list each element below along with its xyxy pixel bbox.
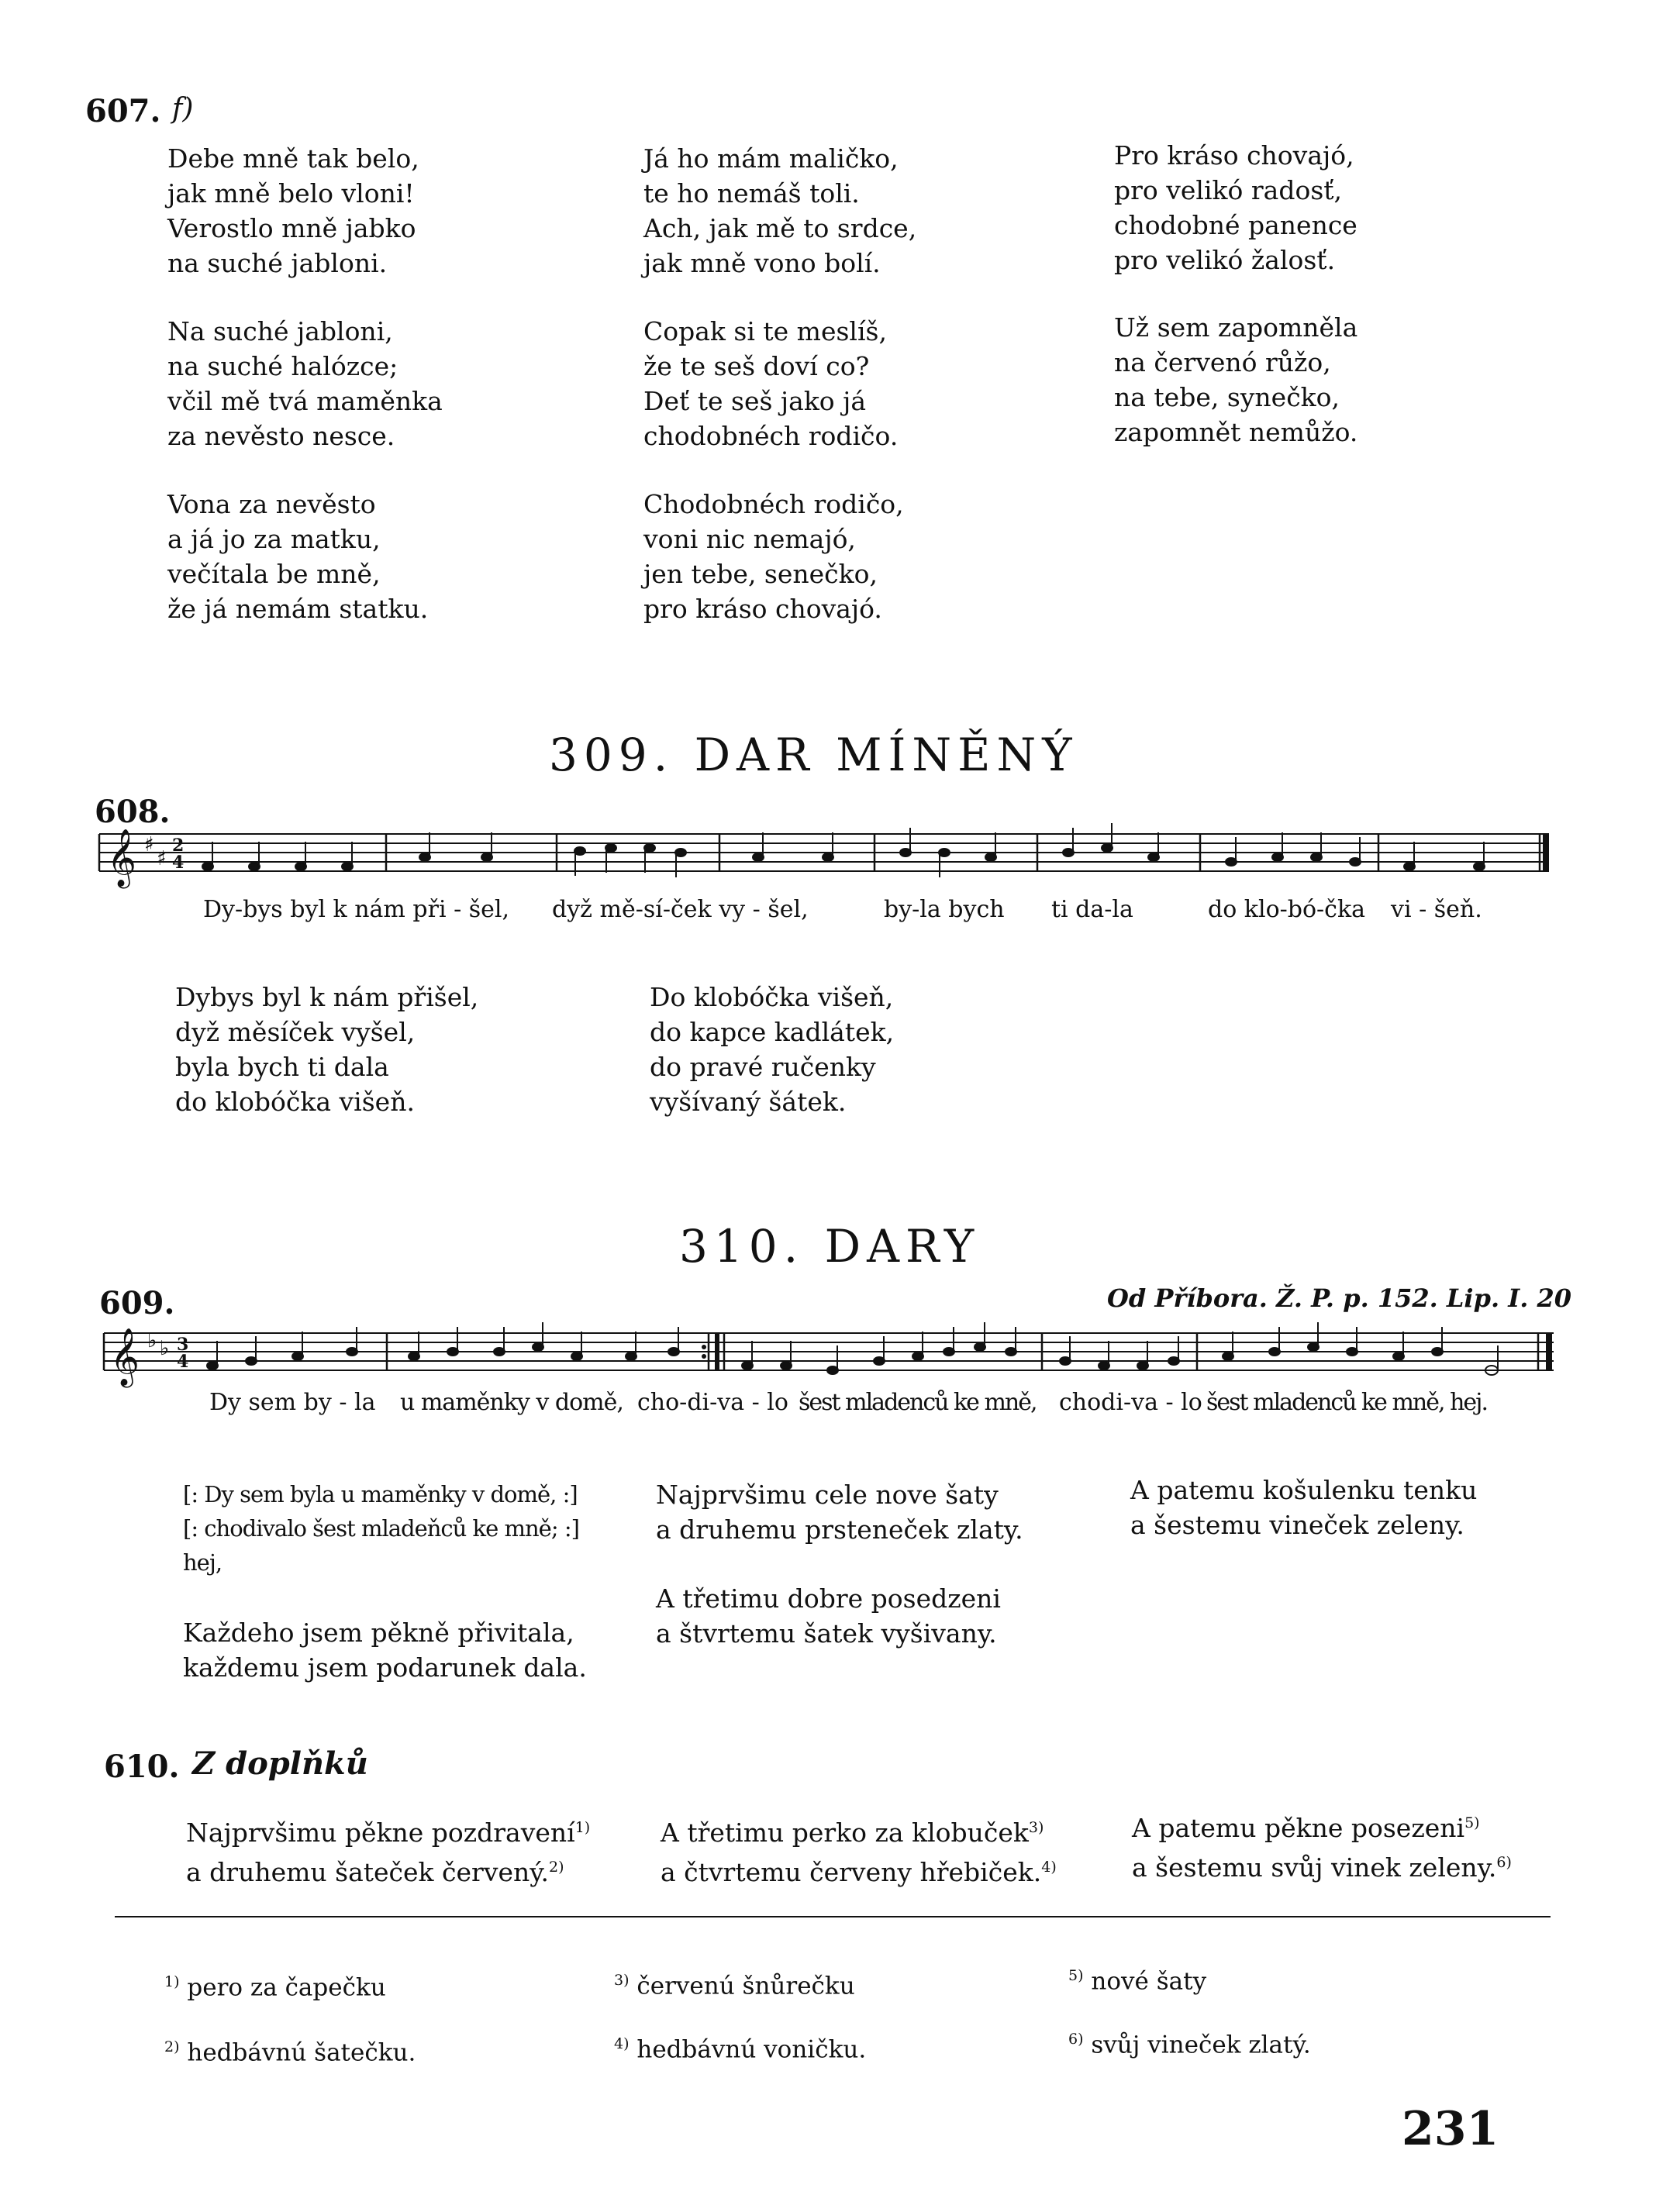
treble-clef-icon: 𝄞 [107, 829, 136, 887]
source-reference: Od Příbora. Ž. P. p. 152. Lip. I. 20 [1107, 1283, 1572, 1313]
stanza-607-1: Debe mně tak belo, jak mně belo vloni! Verostlo mně jabko na suché jabloni. [167, 143, 419, 278]
stanza-607-3: Vona za nevěsto a já jo za matku, večítala be mně, že já nemám statku. [167, 489, 429, 624]
stanza-609-2: Každeho jsem pěkně přivitala, každemu jsem podarunek dala. [183, 1618, 587, 1683]
footnote-1: $^{1)}$ pero za čapečku [164, 1973, 386, 2002]
stanza-607-5: Copak si te meslíš, že te seš doví co? Deť te seš jako já chodobnéch rodičo. [643, 316, 899, 451]
stanza-607-2: Na suché jabloni, na suché halózce; včil mě tvá maměnka za nevěsto nesce. [167, 316, 443, 451]
stanza-607-8: Už sem zapomněla na červenó růžo, na tebe, synečko, zapomnět nemůžo. [1114, 312, 1358, 447]
stanza-609-1: [: Dy sem byla u maměnky v domě, :] [: chodivalo šest mladeňců ke mně; :] hej, [183, 1481, 579, 1576]
stanza-609-4: A třetimu dobre posedzeni a štvrtemu šatek vyšivany. [656, 1583, 1001, 1649]
lyrics-608-1: Dy-bys byl k nám při - šel, [203, 896, 510, 923]
lyrics-608-6: vi - šeň. [1391, 896, 1482, 923]
flat-icon: ♭ [160, 1337, 170, 1360]
footnote-6: $^{6)}$ svůj vineček zlatý. [1068, 2031, 1311, 2059]
stanza-610-3: A patemu pěkne posezeni$^{5)}$ a šestemu svůj vinek zeleny.$^{6)}$ [1132, 1813, 1512, 1883]
lyrics-608-2: dyž mě-sí-ček vy - šel, [552, 896, 809, 923]
time-signature-bottom: 4 [177, 1352, 189, 1372]
footnote-divider [115, 1916, 1551, 1917]
lyrics-609-2: u maměnky v domě, [400, 1389, 623, 1416]
footnote-2: $^{2)}$ hedbávnú šatečku. [164, 2038, 416, 2067]
sharp-icon: ♯ [144, 833, 154, 856]
sharp-icon: ♯ [157, 847, 167, 870]
footnote-5: $^{5)}$ nové šaty [1068, 1967, 1207, 1996]
lyrics-608-3: by-la bych [884, 896, 1005, 923]
lyrics-609-6: šest mladenců ke mně, hej. [1206, 1389, 1487, 1416]
footnote-4: $^{4)}$ hedbávnú voničku. [614, 2035, 867, 2064]
stanza-609-3: Najprvšimu cele nove šaty a druhemu prsteneček zlaty. [656, 1480, 1023, 1545]
stanza-607-4: Já ho mám maličko, te ho nemáš toli. Ach, jak mě to srdce, jak mně vono bolí. [643, 143, 917, 278]
time-signature-bottom: 4 [172, 853, 185, 873]
lyrics-609-5: chodi-va - lo [1059, 1389, 1202, 1416]
section-heading: Z doplňků [192, 1745, 368, 1782]
stanza-609-5: A patemu košulenku tenku a šestemu vineček zeleny. [1130, 1475, 1478, 1540]
song-title-309: 309. DAR MÍNĚNÝ [549, 729, 1078, 781]
song-number-609: 609. [99, 1285, 175, 1321]
lyrics-609-1: Dy sem by - la [209, 1389, 376, 1416]
stanza-607-6: Chodobnéch rodičo, voni nic nemajó, jen tebe, senečko, pro kráso chovajó. [643, 489, 904, 624]
stanza-608-2: Do klobóčka višeň, do kapce kadlátek, do pravé ručenky vyšívaný šátek. [650, 982, 895, 1117]
song-number-608: 608. [95, 794, 171, 830]
treble-clef-icon: 𝄞 [110, 1328, 140, 1386]
lyrics-608-4: ti da-la [1051, 896, 1133, 923]
footnote-3: $^{3)}$ červenú šnůrečku [614, 1972, 855, 2000]
variant-label: f) [172, 93, 194, 125]
flat-icon: ♭ [147, 1329, 157, 1352]
lyrics-609-3: cho-di-va - lo [637, 1389, 788, 1416]
song-number-610: 610. [104, 1749, 180, 1785]
lyrics-608-5: do klo-bó-čka [1208, 896, 1366, 923]
song-number-607: 607. [85, 93, 161, 129]
stanza-610-1: Najprvšimu pěkne pozdravení$^{1)}$ a druhemu šateček červený.$^{2)}$ [186, 1817, 591, 1887]
time-signature-top: 2 [172, 836, 185, 856]
song-title-310: 310. DARY [679, 1220, 981, 1273]
stanza-610-2: A třetimu perko za klobuček$^{3)}$ a čtvrtemu červeny hřebiček.$^{4)}$ [661, 1817, 1057, 1887]
lyrics-609-4: šest mladenců ke mně, [799, 1389, 1037, 1416]
page-number: 231 [1402, 2102, 1499, 2156]
stanza-607-7: Pro kráso chovajó, pro velikó radosť, chodobné panence pro velikó žalosť. [1114, 140, 1357, 275]
stanza-608-1: Dybys byl k nám přišel, dyž měsíček vyšel, byla bych ti dala do klobóčka višeň. [175, 982, 479, 1117]
time-signature-top: 3 [177, 1335, 189, 1355]
